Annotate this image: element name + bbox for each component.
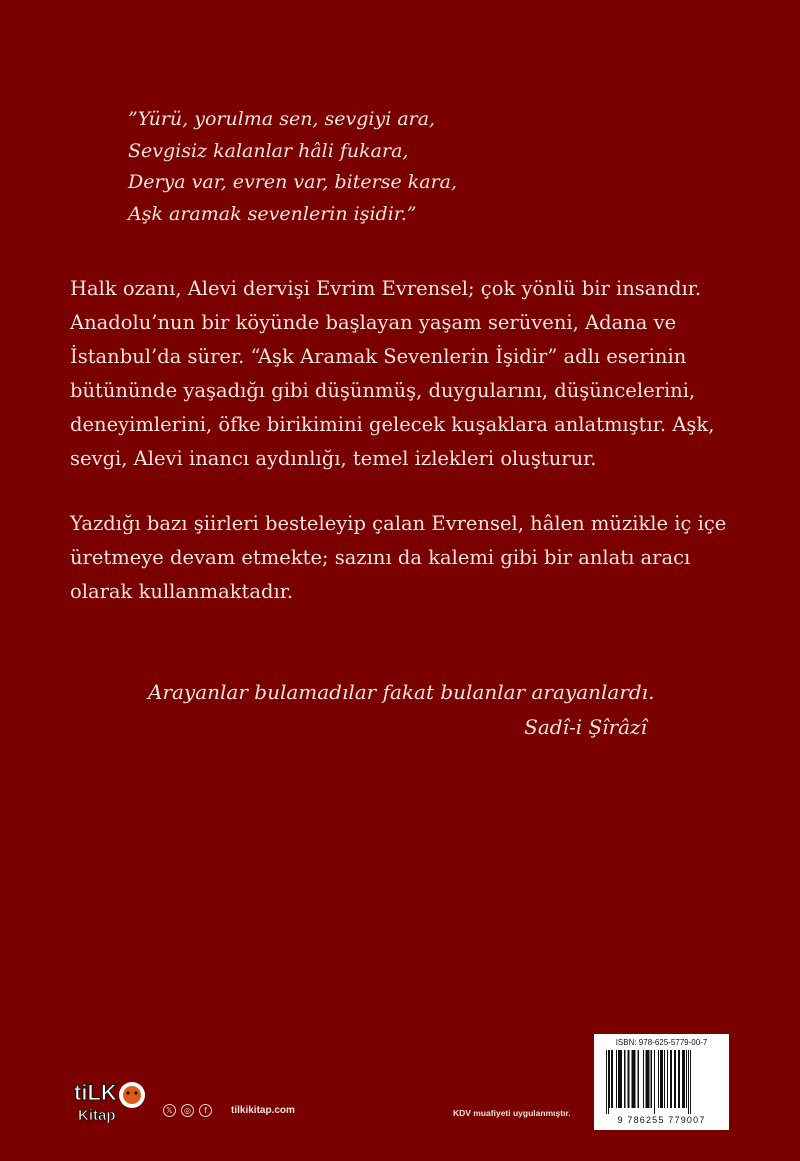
paragraph-line: İstanbul’da sürer. “Aşk Aramak Sevenlerin İşidir” adlı eserinin	[70, 345, 687, 368]
barcode-bar	[624, 1050, 626, 1108]
author-music-paragraph	[70, 507, 730, 609]
paragraph-line: bütününde yaşadığı gibi düşünmüş, duygularını, düşüncelerini,	[70, 379, 696, 402]
poem-line: Sevgisiz kalanlar hâli fukara,	[128, 139, 409, 162]
barcode-bar	[682, 1050, 683, 1108]
poem-line: Aşk aramak sevenlerin işidir.”	[128, 202, 417, 225]
x-icon[interactable]: 𝕏	[163, 1104, 176, 1117]
quote-author: Sadî-i Şîrâzî	[524, 715, 647, 739]
barcode-bar	[619, 1050, 622, 1108]
barcode-bar	[664, 1050, 665, 1108]
barcode-bar	[674, 1050, 676, 1108]
isbn-label: ISBN: 978-625-5779-00-7	[615, 1038, 708, 1047]
barcode-bar	[632, 1050, 633, 1108]
barcode-bar	[671, 1050, 672, 1108]
barcode-bar	[690, 1050, 691, 1114]
author-bio-paragraph	[70, 272, 730, 476]
barcode-bar	[654, 1050, 655, 1114]
facebook-icon[interactable]: f	[199, 1104, 212, 1117]
closing-quote: Arayanlar bulamadılar fakat bulanlar arayanlardı.	[148, 680, 655, 704]
barcode-bar	[611, 1050, 613, 1108]
barcode-bar	[658, 1050, 659, 1108]
barcode-digits: 9 786255 779007	[617, 1115, 706, 1125]
website-link[interactable]: tilkikitap.com	[231, 1105, 295, 1116]
barcode-bar	[651, 1050, 653, 1108]
epigraph-poem	[128, 104, 457, 230]
tax-exemption-note: KDV muafiyeti uygulanmıştır.	[453, 1108, 571, 1118]
barcode-bar	[616, 1050, 617, 1108]
isbn-barcode	[594, 1034, 729, 1130]
barcode-bar	[647, 1050, 650, 1108]
paragraph-line: üretmeye devam etmekte; sazını da kalemi gibi bir anlatı aracı	[70, 546, 691, 569]
barcode-bar	[609, 1050, 610, 1108]
logo-text-bottom: Kitap	[78, 1107, 116, 1124]
barcode-bar	[686, 1050, 687, 1108]
barcode-bar	[646, 1050, 647, 1108]
barcode-bar	[643, 1050, 644, 1108]
barcode-bar	[660, 1050, 661, 1108]
barcode-bar	[618, 1050, 619, 1108]
barcode-bar	[683, 1050, 685, 1108]
barcode-bar	[661, 1050, 663, 1108]
poem-line: Derya var, evren var, biterse kara,	[128, 171, 458, 193]
barcode-bar	[606, 1050, 607, 1114]
paragraph-line: Yazdığı bazı şiirleri besteleyip çalan Evrensel, hâlen müzikle iç içe	[70, 512, 727, 535]
barcode-bar	[608, 1050, 609, 1114]
barcode-bars	[606, 1050, 717, 1114]
barcode-bar	[638, 1050, 640, 1108]
poem-line: ”Yürü, yorulma sen, sevgiyi ara,	[128, 108, 436, 130]
paragraph-line: Halk ozanı, Alevi dervişi Evrim Evrensel; çok yönlü bir insandır.	[70, 277, 702, 300]
paragraph-line: olarak kullanmaktadır.	[70, 580, 294, 603]
paragraph-line: deneyimlerini, öfke birikimini gelecek kuşaklara anlatmıştır. Aşk,	[70, 413, 715, 436]
barcode-bar	[670, 1050, 671, 1108]
paragraph-line: Anadolu’nun bir köyünde başlayan yaşam serüveni, Adana ve	[70, 311, 677, 334]
publisher-logo	[72, 1076, 154, 1126]
instagram-icon[interactable]: ◎	[181, 1104, 194, 1117]
barcode-bar	[667, 1050, 668, 1108]
barcode-bar	[688, 1050, 689, 1114]
logo-text-top: tiLK	[74, 1080, 117, 1105]
paragraph-line: sevgi, Alevi inancı aydınlığı, temel izlekleri oluşturur.	[70, 447, 597, 470]
barcode-bar	[633, 1050, 636, 1108]
barcode-bar	[628, 1050, 630, 1108]
barcode-bar	[678, 1050, 680, 1108]
social-links	[163, 1104, 212, 1117]
